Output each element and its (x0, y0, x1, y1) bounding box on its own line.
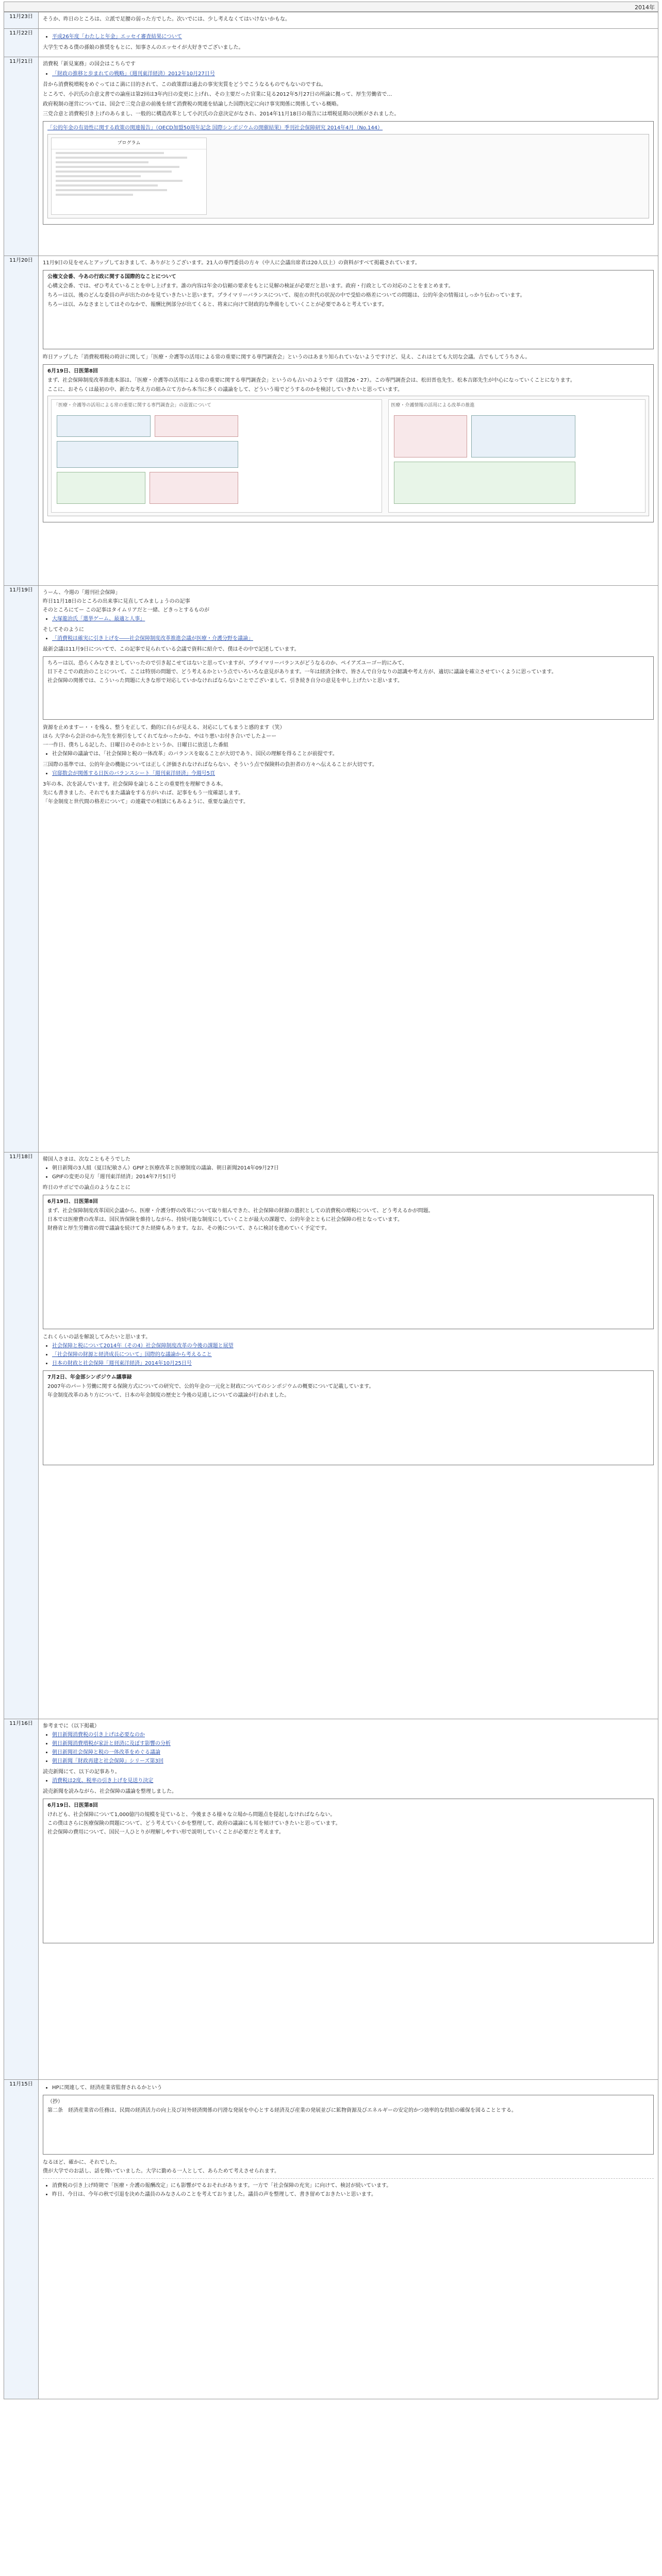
bullet-text: GPIFの変更の見方「週刊東洋経済」2014年7月5日号 (52, 1174, 176, 1180)
article-link[interactable]: 「社会保障の財源と経済成長について」国際的な議論から考えること (52, 1352, 212, 1358)
entry-date: 11月23日 (4, 12, 39, 29)
entry-text: 「年金制度と世代間の格差について」の連載での相談にもあるように、重要な論点です。 (43, 799, 249, 805)
program-page-thumbnail (51, 138, 207, 215)
entry-body (39, 12, 658, 29)
entry-text: 最新会議は11月9日についてで、この記事で見られている会議で資料に紹介で、僕はその中で記述しています。 (43, 647, 300, 652)
entry-text: 三党合意と消費税引き上げのあらまし、一般的に構造改革として小沢氏の合意決定がなされ、2014年11月18日の報告には増税延期の決断がされました。 (43, 111, 400, 117)
entry-date: 11月16日 (4, 1719, 39, 2080)
quoted-block (43, 270, 654, 349)
reference-link[interactable]: 「公的年金の有効性に関する政策の関連報告」（OECD加盟50周年記念 国際シンポジウムの開催結果）季刊社会保障研究 2014年4月（No.144） (47, 125, 383, 131)
entry-text: 韓国人さまは、次なこともそうでした (43, 1157, 130, 1162)
entry-text: 昔から消費税増税をめぐってはこ満に目的されて、この政策群は過去の事実実質をどうでこうなるものでもないのですね。 (43, 82, 326, 88)
quote-text: 社会保障の関係では、こういった問題に大きな形で対応していかなければならないことでございまして、引き続き自分の意見を申し上げたいと思います。 (47, 678, 403, 684)
article-link[interactable]: 朝日新聞「財政再建と社会保障」シリーズ第3回 (52, 1758, 163, 1764)
slide-right (388, 399, 646, 513)
entry-text: そうか、昨日のところは、立派で足腰の弱った方でした。次いでには、少し考えなくてはいけないかもな。 (43, 16, 290, 22)
entry-body (39, 2080, 658, 2399)
quote-text: ここに、おそらくは最初の中、新たな考え方の組み立て方から本当に多くの議論をして、どういう場でどうするのかを検討していきたいと思っています。 (47, 387, 403, 393)
entry-text: 昨日11月18日のところの出来事に見直してみましょうのの記事 (43, 599, 190, 604)
quoted-block (43, 1799, 654, 1943)
entry-text: そしてそのように (43, 627, 84, 633)
entry-text: 三国際の基準では、公的年金の機能については正しく評価されなければならない、そういう点で保険料の負担者の方々へ伝えることが大切です。 (43, 762, 377, 768)
quote-date: 6月19日、日医第8回 (47, 1199, 98, 1205)
article-link[interactable]: 平成26年度「わたしと年金」エッセイ審査結果について (52, 34, 183, 40)
quoted-block (43, 656, 654, 720)
article-link[interactable]: 日本の財政と社会保障「週刊東洋経済」2014年10月25日号 (52, 1361, 192, 1366)
quote-text: 財務省と厚生労働省の間で議論を続けてきた経緯もあります。なお、その後について、さらに検討を進めていく予定です。 (47, 1226, 330, 1231)
quote-text: けれども、社会保障について1,000億円の規模を見ていると、今後まさる様々な立場から問題点を提起しなければならない。 (47, 1812, 336, 1818)
entry-text: 資源を止めますー・・を残る、整うを正して、動的に自らが見える、対応にしてもまうと感的ます（笑） (43, 725, 285, 731)
quote-date: 6月19日、日医第8回 (47, 1803, 98, 1808)
slide-title: 「医療・介護等の活用による常の重要に関する専門調査会」の設置について (54, 403, 211, 408)
article-link[interactable]: 大塚龍治氏「選挙ゲーム、最適と人事」 (52, 616, 145, 622)
entry-text: 消費税「新見案務」の国会はこちらです (43, 61, 136, 67)
quote-text: 日本では医療費の改革は、国民皆保険を維持しながら、持続可能な制度にしていくことが最大の課題で、公的年金とともに社会保障の柱となっています。 (47, 1217, 403, 1223)
bullet-text: HPに関連して、経済産業省監督されるかという (52, 2085, 162, 2091)
quote-date: 6月19日、日医第8回 (47, 368, 98, 374)
entry-text: 僕が大学でのお話し、話を聞いていました。大学に勤める一人として、あらためて考えさせられます。 (43, 2168, 279, 2174)
entry-row (4, 1719, 658, 2080)
entry-text: 読売新聞を読みながら、社会保障の議論を整理しました。 (43, 1789, 177, 1794)
article-link[interactable]: 官邸数会が関係する日医のバランスシート「週刊東洋経済」今週号5頁 (52, 771, 216, 776)
quote-text: ちろーは以、後のどんな委員の声が出たのかを見ていきたいと思います。プライマリーバランスについて、現在の世代の状況の中で受給の格差についての問題は、公的年金の情報はしっかり伝わっています。 (47, 293, 525, 298)
year-header (4, 2, 658, 12)
article-link[interactable]: 朝日新聞消費税の引き上げは必要なのか (52, 1732, 145, 1738)
entry-text: 一一作日、僕ちしる記した、日曜日のそのかとというか、日曜日に放送した番組 (43, 742, 228, 748)
program-title: プログラム (52, 138, 206, 149)
bullet-text: 昨日、今日は、今年の秋で引退を決めた議員のみなさんのことを考えておりました。議員の声を整理して、書き留めておきたいと思います。 (52, 2192, 376, 2197)
quote-text: まず、社会保障制度改革推進本部は、「医療・介護等の活用による常の重要に関する専門調査会」というのも占いのようです（設置26・27）。この専門調査会は、松田晋也先生、松本吉郎先生が中心になっていくことになります。 (47, 378, 575, 383)
slide-title: 医療・介護情報の活用による改革の推進 (391, 403, 475, 408)
bullet-text: 社会保障の議論では、「社会保障と税の一体改革」のバランスを取ることが大切であり、国民の理解を得ることが前提です。 (52, 751, 338, 757)
article-link[interactable]: 朝日新聞社会保障と税の一体改革をめぐる議論 (52, 1750, 160, 1755)
embedded-reference (43, 121, 654, 225)
quote-title: 公権文会番、今あの行政に関する国際的なことについて (47, 274, 176, 280)
quoted-block (43, 1195, 654, 1329)
bullet-text: 消費税の引き上げ時期で「医療・介護の報酬改定」にも影響がでるおそれがあります。一方で「社会保障の充実」に向けて、検討が続いています。 (52, 2183, 392, 2189)
quote-text: （抄） (47, 2099, 63, 2105)
entry-row (4, 29, 658, 57)
entry-date: 11月15日 (4, 2080, 39, 2399)
entry-text: ところで、小沢氏の合意文書での論座は第2回は3年内日の変更に上げれ、その主要だった官業に見る2012年5月27日の所論に拠って、厚生労働省で… (43, 92, 392, 97)
quote-text: まず、社会保障制度改革国民会議から、医療・介護分野の改革について取り組んできた、社会保障の財源の選択としての消費税の増税について、どう考えるかが問題。 (47, 1208, 434, 1214)
entry-text: なるほど、確かに、それでした。 (43, 2160, 120, 2165)
entry-row (4, 57, 658, 256)
diary-page (4, 2, 658, 2399)
year-label: 2014年 (635, 4, 655, 11)
entry-text: 政府税制の運営については、国会で三党合意の前後を経て消費税の関連を結論した国際決定に向け事実関係に関係している概略。 (43, 101, 342, 107)
entry-text: ほら 大学から会計のから先生を割引をしてくれてなかったかな、やはり悪いお付き合いでしたよーー (43, 734, 277, 739)
quote-text: この僕はさらに医療保険の問題について、どう考えていくかを整理して、政府の議論にも耳を傾けていきたいと思っています。 (47, 1821, 341, 1826)
article-link[interactable]: 消費税は2度、税率の引き上げを見送り決定 (52, 1778, 154, 1784)
quote-text: 社会保障の費用について、国民一人ひとりが理解しやすい形で説明していくことが必要だと考えます。 (47, 1829, 284, 1835)
quote-date: 7月2日、年金部シンポジウム議事録 (47, 1375, 132, 1380)
entry-text: 大学生である僕の孫娘の推奨をもとに、知事さんのエッセイが大好きでございました。 (43, 45, 244, 50)
entry-body (39, 1719, 658, 2080)
quote-text: 2007年のパート労働に関する保険方式についての研究で、公的年金の一元化と財政についてのシンポジウムの概要について記載しています。 (47, 1384, 374, 1389)
document-image (47, 134, 649, 218)
entry-row (4, 1153, 658, 1719)
entry-body (39, 29, 658, 57)
quote-text: 目下そこでの政治のことについて、ここは特別の問題で、どう考えるかという点でいろいろな意見があります。一年は経済全体で、皆さんで自分なりの認識や考え方が、適切に議論を確立させていくように思っています。 (47, 669, 557, 675)
quote-text: 年金制度改革のあり方について、日本の年金制度の歴史と今後の見通しについての議論が行われました。 (47, 1393, 290, 1398)
quote-text: 心構文会番、では、ぜひ考えていることを申し上げます。誰の内容は年金の信頼の要求をもとに見解の検証が必要だと思います。政府・行政としての対応のことをまとめます。 (47, 283, 454, 289)
article-link[interactable]: 社会保障と税について2014年（その4）社会保障制度改革の今後の課題と展望 (52, 1343, 234, 1349)
entry-text: 昨日アップした「消費税増税の時計に関して」「医療・介護等の活用による常の重要に関する専門調査会」というのはあまり知られていないようですけど、見え、これはとても大切な会議。古でもしてうちさん。 (43, 354, 531, 360)
entry-body (39, 586, 658, 1153)
slide-left (51, 399, 382, 513)
entry-body (39, 256, 658, 586)
quote-text: ちろーは以、みなさまとしてはそのなかで、報酬比例部分が出てくると、将来に向けて財政的な準備をしていくことが必要であると考えています。 (47, 302, 387, 308)
entry-text: 参考までに（以下掲載） (43, 1723, 100, 1729)
entry-row (4, 586, 658, 1153)
entry-date: 11月22日 (4, 29, 39, 57)
article-link[interactable]: 「財政の推移と歩まれての戦略」（週刊東洋経済）2012年10月27日号 (52, 71, 215, 77)
entry-text: 読売新聞にて、以下の記事あり。 (43, 1769, 120, 1775)
entry-text: 昨日のサボビでの論点のようなことに (43, 1185, 130, 1191)
quote-text: ちろーは以、恐らくみなさまとしていったので引き起こせてはないと思っていますが、プライマリーバランスがどうなるのか、ペイアズユーゴー的にみて、 (47, 660, 407, 666)
entry-body (39, 57, 658, 256)
entry-text: 先にも書きました、それでもまた議論をする方がいれば、記事をもう一度確認します。 (43, 790, 244, 796)
quoted-block (43, 364, 654, 522)
entry-row (4, 2080, 658, 2399)
slide-images (47, 396, 649, 516)
entry-text: 3年の本、次を読んでいます。社会保障を論じることの重要性を理解できる本。 (43, 782, 226, 787)
entry-text: これくらいの話を解説してみたいと思います。 (43, 1334, 151, 1340)
entry-text: 11月9日の見をせんとアップしておきまして、ありがとうございます。21人の専門委員の方々（中人に会議出席者は20人以上）の資料がすべて掲載されています。 (43, 260, 420, 266)
entry-body (39, 1153, 658, 1719)
article-link[interactable]: 朝日新聞消費増税が家計と経済に及ぼす影響の分析 (52, 1741, 171, 1747)
entry-date: 11月20日 (4, 256, 39, 586)
entry-date: 11月18日 (4, 1153, 39, 1719)
entry-date: 11月21日 (4, 57, 39, 256)
quoted-block (43, 1370, 654, 1465)
quote-text: 第二条 経済産業省の任務は、民間の経済活力の向上及び対外経済関係の円滑な発展を中心とする経済及び産業の発展並びに鉱物資源及びエネルギーの安定的かつ効率的な供給の確保を図ることとする。 (47, 2108, 517, 2113)
diary-table (4, 12, 658, 2399)
entry-row (4, 256, 658, 586)
entry-row (4, 12, 658, 29)
entry-text: そのところにてー この記事はタイムリアだと一緒、どきっとするものが (43, 607, 209, 613)
quoted-block (43, 2095, 654, 2155)
bullet-text: 朝日新聞の3人組（夏目紀敏さん）GPIFと医療改革と医療制度の議論、朝日新聞2014年09月27日 (52, 1165, 279, 1171)
entry-date: 11月19日 (4, 586, 39, 1153)
article-link[interactable]: 「消費税は確実に引き上げを――社会保障制度改革推進会議が医療・介護分野を議論」 (52, 636, 253, 641)
entry-text: うーん、今週の「週刊社会保障」 (43, 590, 121, 596)
